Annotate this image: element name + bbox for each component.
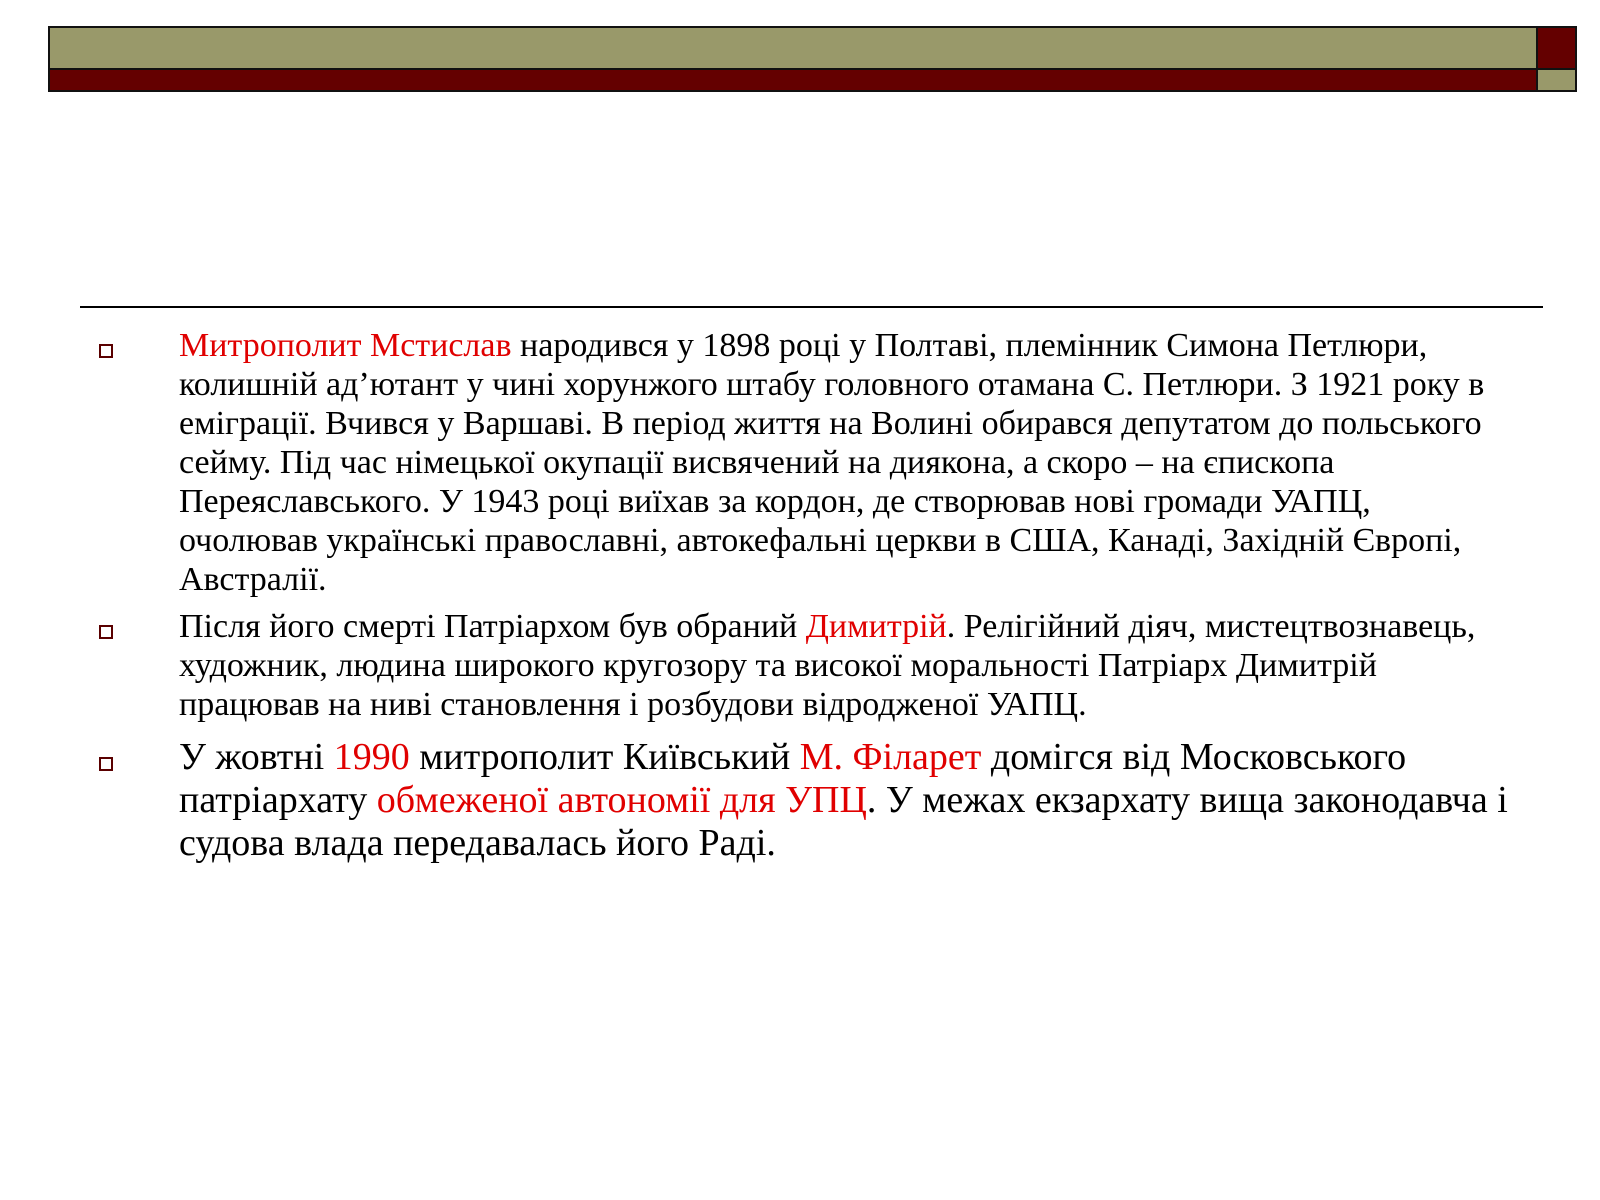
bullet-body-text: Після його смерті Патріархом був обраний — [179, 608, 806, 645]
bullet-text — [179, 607, 1509, 724]
bullet-item-dymytrii — [0, 607, 1600, 724]
banner-olive-band — [50, 28, 1536, 68]
bullet-body-text: У жовтні — [179, 736, 334, 778]
banner-corner-square-olive — [1536, 68, 1575, 90]
title-divider-line — [80, 306, 1543, 308]
hollow-square-bullet-icon — [99, 344, 113, 358]
banner-maroon-band — [50, 68, 1536, 90]
highlight-name: Димитрій — [805, 608, 947, 645]
bullet-body-text: . Релігійний діяч, мистецтвознавець, художник, людина широкого кругозору та високої моральності Патріарх Димитрій працював на ниві становлення і розбудови відродженої УАПЦ. — [179, 608, 1476, 723]
bullet-text — [179, 326, 1509, 599]
bullet-item-mstyslav — [0, 326, 1600, 599]
bullet-body-text: митрополит Київський — [409, 736, 800, 778]
bullet-item-filaret — [0, 736, 1600, 865]
highlight-name: М. Філарет — [799, 736, 982, 778]
hollow-square-bullet-icon — [99, 757, 113, 771]
bullet-body-text: домігся від Московського патріархату — [179, 736, 1407, 821]
bullet-list — [0, 326, 1600, 865]
hollow-square-bullet-icon — [99, 625, 113, 639]
highlight-name: Митрополит Мстислав — [179, 327, 512, 364]
highlight-phrase: обмеженої автономії для УПЦ — [376, 779, 867, 821]
bullet-text — [179, 736, 1509, 865]
title-banner — [48, 26, 1577, 92]
banner-corner-square-maroon — [1536, 28, 1575, 68]
highlight-year: 1990 — [333, 736, 410, 778]
bullet-body-text: народився у 1898 році у Полтаві, племінник Симона Петлюри, колишній ад’ютант у чині хорунжого штабу головного отамана С. Петлюри. З 1921 року в еміграції. Вчився у Варшаві. В період життя на Волині обирався депутатом до польського сейму. Під час німецької окупації висвячений на диякона, а скоро – на єпископа Переяславського. У 1943 році виїхав за кордон, де створював нові громади УАПЦ, очолював українські православні, автокефальні церкви в США, Канаді, Західній Європі, Австралії. — [179, 327, 1485, 598]
bullet-body-text: . У межах екзархату вища законодавча і судова влада передавалась його Раді. — [179, 779, 1508, 864]
